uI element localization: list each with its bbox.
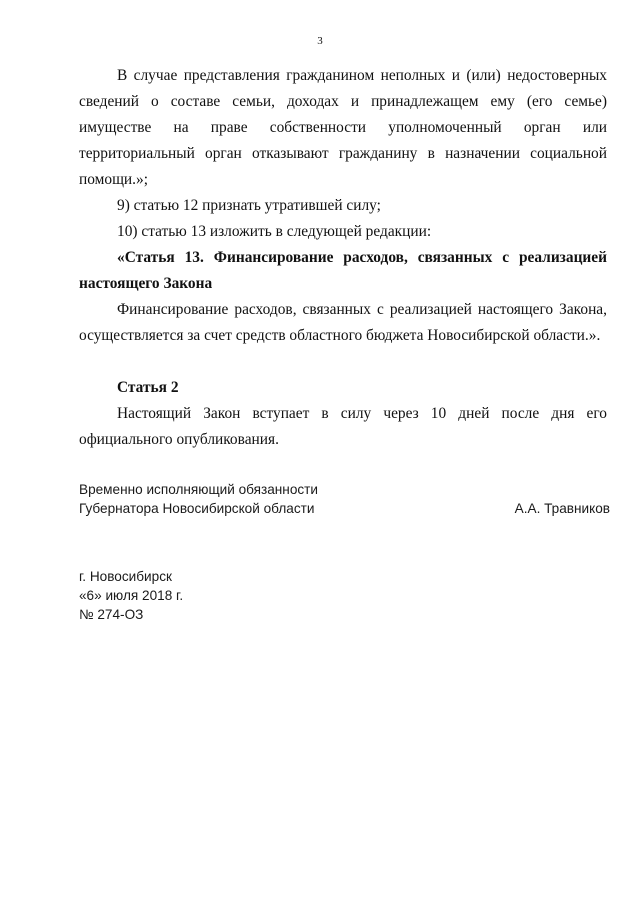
paragraph-financing: Финансирование расходов, связанных с реализацией настоящего Закона, осуществляется за счет средств областного бюджета Новосибирской области.». xyxy=(79,301,607,344)
footer-city: г. Новосибирск xyxy=(79,569,172,584)
document-body xyxy=(79,63,607,453)
spacer xyxy=(79,349,607,375)
footer-law-number: № 274-ОЗ xyxy=(79,607,144,622)
paragraph-item-10: 10) статью 13 изложить в следующей редакции: xyxy=(117,223,432,240)
signature-block xyxy=(79,480,610,518)
signature-position-line1: Временно исполняющий обязанности xyxy=(79,482,318,497)
page-number: 3 xyxy=(317,35,323,47)
signatory-name: А.А. Травников xyxy=(514,501,610,516)
paragraph-data-incomplete: В случае представления гражданином неполных и (или) недостоверных сведений о составе семьи, доходах и принадлежащем ему (его семье) имуществе на праве собственности уполномоченный орган или территориальный орган отказывают гражданину в назначении социальной помощи.»; xyxy=(79,67,607,188)
signature-row xyxy=(79,499,610,518)
document-footer xyxy=(79,567,183,624)
signature-position-line2: Губернатора Новосибирской области xyxy=(79,501,315,516)
article-2-text: Настоящий Закон вступает в силу через 10 дней после дня его официального опубликования. xyxy=(79,405,607,448)
paragraph-item-9: 9) статью 12 признать утратившей силу; xyxy=(117,197,381,214)
article-13-heading: «Статья 13. Финансирование расходов, связанных с реализацией настоящего Закона xyxy=(79,249,607,292)
article-2-heading: Статья 2 xyxy=(117,379,179,396)
footer-date: «6» июля 2018 г. xyxy=(79,588,184,603)
